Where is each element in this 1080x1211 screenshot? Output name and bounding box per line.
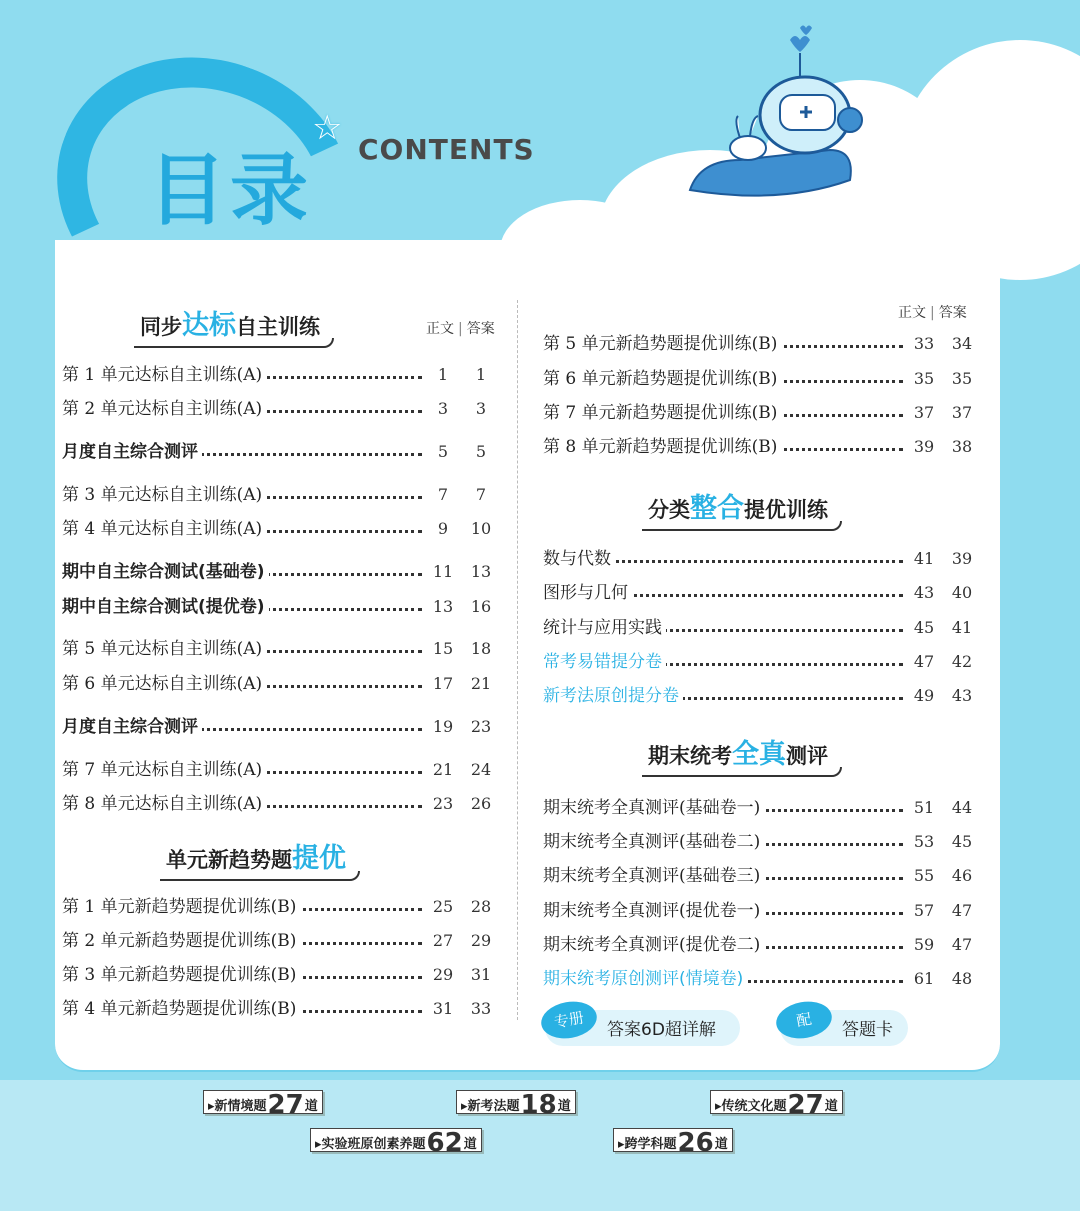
toc-answer-page: 43 [951, 686, 973, 705]
toc-text-page: 9 [437, 519, 449, 538]
toc-answer-page: 37 [951, 403, 973, 422]
toc-text-page: 43 [913, 583, 935, 602]
toc-text-page: 53 [913, 832, 935, 851]
card-text: 答题卡 [842, 1020, 893, 1040]
toc-entry [543, 684, 977, 708]
toc-answer-page: 31 [470, 965, 492, 984]
toc-text-page: 7 [437, 485, 449, 504]
column-header-right: 正文 | 答案 [898, 305, 967, 321]
toc-text-page: 19 [432, 717, 454, 736]
badge-experimental-class: ▸实验班原创素养题62道 [310, 1128, 482, 1152]
toc-text-page: 45 [913, 618, 935, 637]
section-title-classify: 分类整合提优训练 [648, 486, 828, 525]
toc-entry [62, 483, 496, 507]
toc-entry-label: 统计与应用实践 [543, 616, 666, 640]
toc-text-page: 11 [432, 562, 454, 581]
toc-entry-label: 期末统考全真测评(提优卷一) [543, 899, 764, 923]
toc-entry-label: 期末统考全真测评(基础卷二) [543, 830, 764, 854]
toc-answer-page: 3 [475, 399, 487, 418]
toc-entry [62, 637, 496, 661]
toc-entry-label: 第 6 单元达标自主训练(A) [62, 672, 266, 696]
toc-entry-label: 第 2 单元新趋势题提优训练(B) [62, 929, 300, 953]
answer-booklet-pill [545, 1010, 740, 1046]
toc-text-page: 33 [913, 334, 935, 353]
toc-text-page: 61 [913, 969, 935, 988]
toc-text-page: 5 [437, 442, 449, 461]
toc-text-page: 17 [432, 674, 454, 693]
toc-entry [62, 758, 496, 782]
toc-entry [62, 715, 496, 739]
toc-entry-label: 第 6 单元新趋势题提优训练(B) [543, 367, 781, 391]
toc-entry-label: 第 7 单元达标自主训练(A) [62, 758, 266, 782]
toc-entry-label: 第 1 单元新趋势题提优训练(B) [62, 895, 300, 919]
card-tag: 配 [773, 997, 834, 1042]
badge-new-method: ▸新考法题18道 [456, 1090, 576, 1114]
section-title-final-exam: 期末统考全真测评 [648, 732, 828, 771]
toc-entry-label: 第 3 单元达标自主训练(A) [62, 483, 266, 507]
toc-entry-label: 期中自主综合测试(基础卷) [62, 560, 269, 584]
toc-entry [543, 933, 977, 957]
badge-traditional-culture: ▸传统文化题27道 [710, 1090, 843, 1114]
toc-entry [543, 581, 977, 605]
toc-entry-label: 新考法原创提分卷 [543, 684, 683, 708]
toc-entry [543, 650, 977, 674]
robot-mascot-illustration [680, 20, 880, 200]
badge-cross-subject: ▸跨学科题26道 [613, 1128, 733, 1152]
toc-entry-label: 期末统考原创测评(情境卷) [543, 967, 747, 991]
toc-entry-label: 月度自主综合测评 [62, 440, 202, 464]
toc-entry-label: 期末统考全真测评(提优卷二) [543, 933, 764, 957]
toc-answer-page: 13 [470, 562, 492, 581]
toc-entry [62, 397, 496, 421]
toc-entry [62, 363, 496, 387]
toc-entry-label: 第 4 单元新趋势题提优训练(B) [62, 997, 300, 1021]
toc-answer-page: 33 [470, 999, 492, 1018]
toc-entry [543, 864, 977, 888]
toc-text-page: 3 [437, 399, 449, 418]
toc-text-page: 49 [913, 686, 935, 705]
page-subtitle: CONTENTS [358, 133, 535, 166]
toc-text-page: 35 [913, 369, 935, 388]
toc-entry-label: 第 5 单元新趋势题提优训练(B) [543, 332, 781, 356]
toc-entry-label: 第 8 单元新趋势题提优训练(B) [543, 435, 781, 459]
answer-card-pill [780, 1010, 908, 1046]
toc-entry [543, 547, 977, 571]
toc-entry [62, 560, 496, 584]
toc-text-page: 59 [913, 935, 935, 954]
toc-answer-page: 42 [951, 652, 973, 671]
toc-entry-label: 月度自主综合测评 [62, 715, 202, 739]
toc-answer-page: 18 [470, 639, 492, 658]
toc-answer-page: 45 [951, 832, 973, 851]
toc-entry-label: 图形与几何 [543, 581, 632, 605]
toc-entry-label: 第 4 单元达标自主训练(A) [62, 517, 266, 541]
toc-text-page: 27 [432, 931, 454, 950]
toc-entry [543, 967, 977, 991]
column-divider [517, 300, 518, 1020]
toc-answer-page: 34 [951, 334, 973, 353]
toc-entry-label: 第 7 单元新趋势题提优训练(B) [543, 401, 781, 425]
page-title: 目录 [148, 146, 313, 236]
toc-entry [543, 435, 977, 459]
toc-entry [543, 796, 977, 820]
section-title-new-trend: 单元新趋势题提优 [166, 836, 346, 875]
toc-answer-page: 39 [951, 549, 973, 568]
toc-entry-label: 常考易错提分卷 [543, 650, 666, 674]
toc-text-page: 47 [913, 652, 935, 671]
toc-answer-page: 44 [951, 798, 973, 817]
toc-text-page: 37 [913, 403, 935, 422]
toc-answer-page: 26 [470, 794, 492, 813]
toc-entry [62, 672, 496, 696]
toc-answer-page: 28 [470, 897, 492, 916]
toc-answer-page: 24 [470, 760, 492, 779]
toc-answer-page: 1 [475, 365, 487, 384]
toc-entry-label: 期末统考全真测评(基础卷一) [543, 796, 764, 820]
toc-text-page: 39 [913, 437, 935, 456]
toc-entry [62, 792, 496, 816]
toc-answer-page: 47 [951, 901, 973, 920]
toc-entry [62, 440, 496, 464]
toc-entry-label: 第 8 单元达标自主训练(A) [62, 792, 266, 816]
section-title-sync-standard: 同步达标自主训练 [140, 303, 320, 342]
toc-text-page: 1 [437, 365, 449, 384]
toc-text-page: 21 [432, 760, 454, 779]
toc-text-page: 25 [432, 897, 454, 916]
toc-text-page: 31 [432, 999, 454, 1018]
toc-entry [543, 367, 977, 391]
toc-text-page: 51 [913, 798, 935, 817]
booklet-tag: 专册 [538, 997, 599, 1042]
toc-answer-page: 7 [475, 485, 487, 504]
toc-text-page: 57 [913, 901, 935, 920]
booklet-text: 答案6D超详解 [607, 1020, 716, 1040]
toc-answer-page: 5 [475, 442, 487, 461]
toc-answer-page: 29 [470, 931, 492, 950]
toc-entry-label: 第 1 单元达标自主训练(A) [62, 363, 266, 387]
toc-entry-label: 数与代数 [543, 547, 615, 571]
toc-text-page: 15 [432, 639, 454, 658]
toc-entry [543, 899, 977, 923]
toc-entry [62, 517, 496, 541]
toc-answer-page: 48 [951, 969, 973, 988]
toc-answer-page: 21 [470, 674, 492, 693]
star-icon: ☆ [312, 108, 343, 148]
toc-entry-label: 期末统考全真测评(基础卷三) [543, 864, 764, 888]
toc-entry [62, 929, 496, 953]
toc-entry-label: 第 5 单元达标自主训练(A) [62, 637, 266, 661]
toc-answer-page: 38 [951, 437, 973, 456]
toc-entry-label: 第 2 单元达标自主训练(A) [62, 397, 266, 421]
toc-text-page: 41 [913, 549, 935, 568]
toc-answer-page: 46 [951, 866, 973, 885]
toc-entry [62, 595, 496, 619]
toc-entry [543, 616, 977, 640]
toc-answer-page: 41 [951, 618, 973, 637]
toc-answer-page: 35 [951, 369, 973, 388]
badge-new-situation: ▸新情境题27道 [203, 1090, 323, 1114]
toc-answer-page: 47 [951, 935, 973, 954]
toc-entry [543, 830, 977, 854]
toc-text-page: 23 [432, 794, 454, 813]
toc-entry [543, 401, 977, 425]
toc-answer-page: 40 [951, 583, 973, 602]
toc-entry-label: 期中自主综合测试(提优卷) [62, 595, 269, 619]
toc-entry [62, 963, 496, 987]
toc-answer-page: 10 [470, 519, 492, 538]
toc-answer-page: 23 [470, 717, 492, 736]
toc-entry-label: 第 3 单元新趋势题提优训练(B) [62, 963, 300, 987]
toc-text-page: 29 [432, 965, 454, 984]
toc-entry [543, 332, 977, 356]
toc-entry [62, 895, 496, 919]
toc-entry [62, 997, 496, 1021]
toc-text-page: 13 [432, 597, 454, 616]
toc-text-page: 55 [913, 866, 935, 885]
column-header-left: 正文 | 答案 [426, 321, 495, 337]
toc-answer-page: 16 [470, 597, 492, 616]
